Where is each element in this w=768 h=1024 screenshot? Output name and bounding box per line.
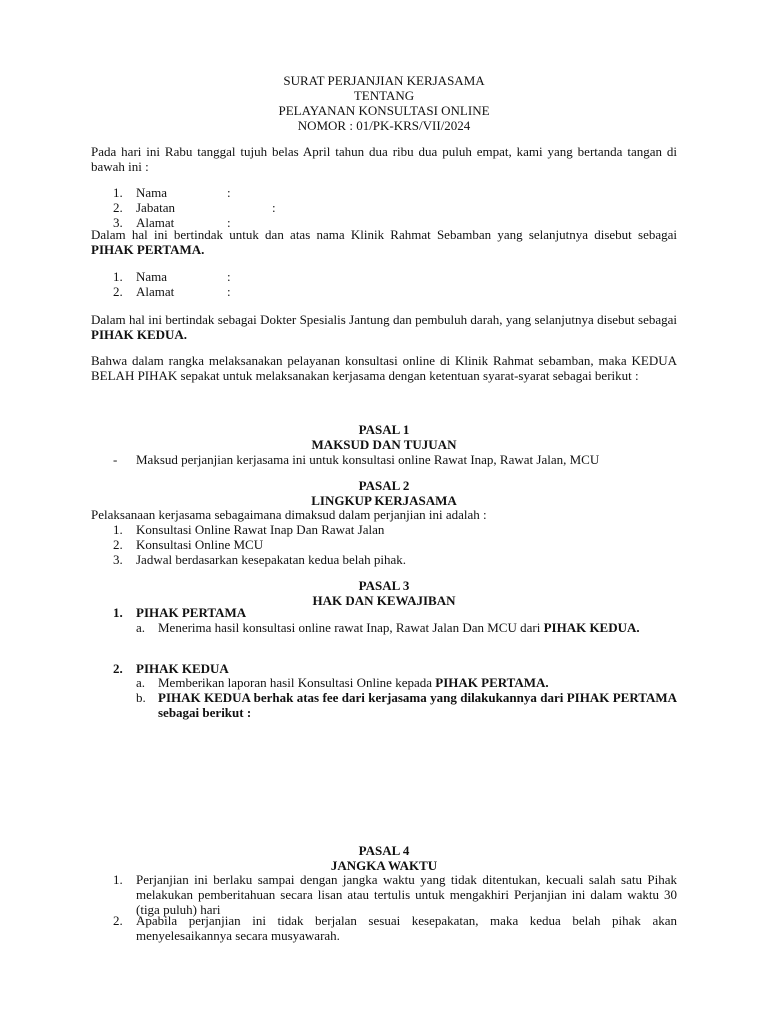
pasal3-party2-item-a — [91, 675, 677, 690]
field-number: 2. — [113, 284, 123, 299]
item-text-bold: PIHAK KEDUA. — [543, 620, 640, 635]
pasal3-party1 — [91, 605, 677, 620]
item-number: 2. — [113, 913, 123, 928]
field-number: 2. — [113, 200, 123, 215]
pasal2-lead: Pelaksanaan kerjasama sebagaimana dimaksud dalam perjanjian ini adalah : — [91, 507, 487, 522]
item-number: 1. — [113, 872, 123, 887]
preamble-paragraph: Bahwa dalam rangka melaksanakan pelayanan konsultasi online di Klinik Rahmat sebamban, maka KEDUA BELAH PIHAK sepakat untuk melaksanakan kerjasama dengan ketentuan syarat-syarat sebagai berikut : — [91, 353, 677, 383]
pasal4-title: PASAL 4 — [358, 843, 410, 858]
item-letter: a. — [136, 620, 146, 635]
field-label: Jabatan — [136, 200, 175, 215]
pasal4-item-1 — [91, 872, 677, 917]
party2-statement — [91, 312, 677, 342]
pasal3-party1-item-a — [91, 620, 677, 635]
party1-fields — [91, 185, 677, 230]
item-text: Perjanjian ini berlaku sampai dengan jangka waktu yang tidak ditentukan, kecuali salah satu Pihak melakukan pemberitahuan secara lisan atau tertulis untuk mengakhiri Perjanjian ini dalam waktu 30 (tiga puluh) hari — [136, 872, 677, 917]
party1-statement — [91, 227, 677, 257]
statement-text: Dalam hal ini bertindak untuk dan atas nama Klinik Rahmat Sebamban yang selanjutnya disebut sebagai — [91, 227, 677, 242]
intro-paragraph: Pada hari ini Rabu tanggal tujuh belas April tahun dua ribu dua puluh empat, kami yang bertanda tangan di bawah ini : — [91, 144, 677, 174]
item-text: PIHAK KEDUA berhak atas fee dari kerjasama yang dilakukannya dari PIHAK PERTAMA sebagai berikut : — [158, 690, 677, 720]
field-label: Alamat — [136, 284, 175, 299]
item-text: Jadwal berdasarkan kesepakatan kedua belah pihak. — [136, 552, 406, 567]
list-item — [91, 537, 677, 552]
pasal1-title: PASAL 1 — [358, 422, 410, 437]
party1-field-position — [91, 200, 677, 215]
item-text: Konsultasi Online Rawat Inap Dan Rawat Jalan — [136, 522, 385, 537]
party-number: 1. — [113, 605, 123, 620]
item-number: 1. — [113, 522, 123, 537]
field-colon: : — [227, 185, 231, 200]
field-number: 1. — [113, 269, 123, 284]
pasal4-heading — [91, 843, 677, 873]
pasal3-subtitle: HAK DAN KEWAJIBAN — [312, 593, 456, 608]
pasal2-subtitle: LINGKUP KERJASAMA — [311, 493, 457, 508]
field-colon: : — [272, 200, 276, 215]
item-number: 2. — [113, 537, 123, 552]
document-header — [91, 73, 677, 133]
header-number: NOMOR : 01/PK-KRS/VII/2024 — [297, 118, 471, 133]
header-title: SURAT PERJANJIAN KERJASAMA — [283, 73, 485, 88]
party-number: 2. — [113, 661, 123, 676]
pasal2-heading — [91, 478, 677, 508]
party1-designation: PIHAK PERTAMA. — [91, 242, 205, 257]
pasal2-title: PASAL 2 — [358, 478, 410, 493]
list-item — [91, 552, 677, 567]
pasal3-title: PASAL 3 — [358, 578, 410, 593]
pasal3-party2 — [91, 661, 677, 676]
item-number: 3. — [113, 552, 123, 567]
item-text — [158, 620, 677, 635]
header-tentang: TENTANG — [353, 88, 415, 103]
pasal1-subtitle: MAKSUD DAN TUJUAN — [311, 437, 457, 452]
field-number: 3. — [113, 215, 123, 230]
party2-designation: PIHAK KEDUA. — [91, 327, 188, 342]
pasal3-party2-item-b — [91, 690, 677, 720]
item-text — [158, 675, 677, 690]
pasal3-heading — [91, 578, 677, 608]
pasal1-heading — [91, 422, 677, 452]
dash-bullet: - — [113, 452, 118, 467]
pasal4-subtitle: JANGKA WAKTU — [330, 858, 438, 873]
item-text-regular: Menerima hasil konsultasi online rawat Inap, Rawat Jalan Dan MCU dari — [158, 620, 544, 635]
item-letter: b. — [136, 690, 146, 705]
pasal1-item — [91, 452, 677, 467]
field-colon: : — [227, 215, 231, 230]
field-colon: : — [227, 284, 231, 299]
field-label: Alamat — [136, 215, 175, 230]
item-text: Apabila perjanjian ini tidak berjalan sesuai kesepakatan, maka kedua belah pihak akan menyelesaikannya secara musyawarah. — [136, 913, 677, 943]
item-text-bold: PIHAK PERTAMA. — [435, 675, 549, 690]
party2-field-name — [91, 269, 677, 284]
party-label: PIHAK PERTAMA — [136, 605, 247, 620]
party2-field-address — [91, 284, 677, 299]
party-label: PIHAK KEDUA — [136, 661, 229, 676]
header-subject: PELAYANAN KONSULTASI ONLINE — [278, 103, 490, 118]
pasal4-item-2 — [91, 913, 677, 943]
field-colon: : — [227, 269, 231, 284]
item-text: Konsultasi Online MCU — [136, 537, 264, 552]
field-label: Nama — [136, 269, 168, 284]
pasal1-item-text: Maksud perjanjian kerjasama ini untuk konsultasi online Rawat Inap, Rawat Jalan, MCU — [136, 452, 600, 467]
field-label: Nama — [136, 185, 168, 200]
statement-text: Dalam hal ini bertindak sebagai Dokter Spesialis Jantung dan pembuluh darah, yang selanjutnya disebut sebagai — [91, 312, 677, 327]
item-letter: a. — [136, 675, 146, 690]
pasal2-list — [91, 522, 677, 567]
item-text-regular: Memberikan laporan hasil Konsultasi Online kepada — [158, 675, 436, 690]
field-number: 1. — [113, 185, 123, 200]
party1-field-name — [91, 185, 677, 200]
list-item — [91, 522, 677, 537]
party2-fields — [91, 269, 677, 299]
